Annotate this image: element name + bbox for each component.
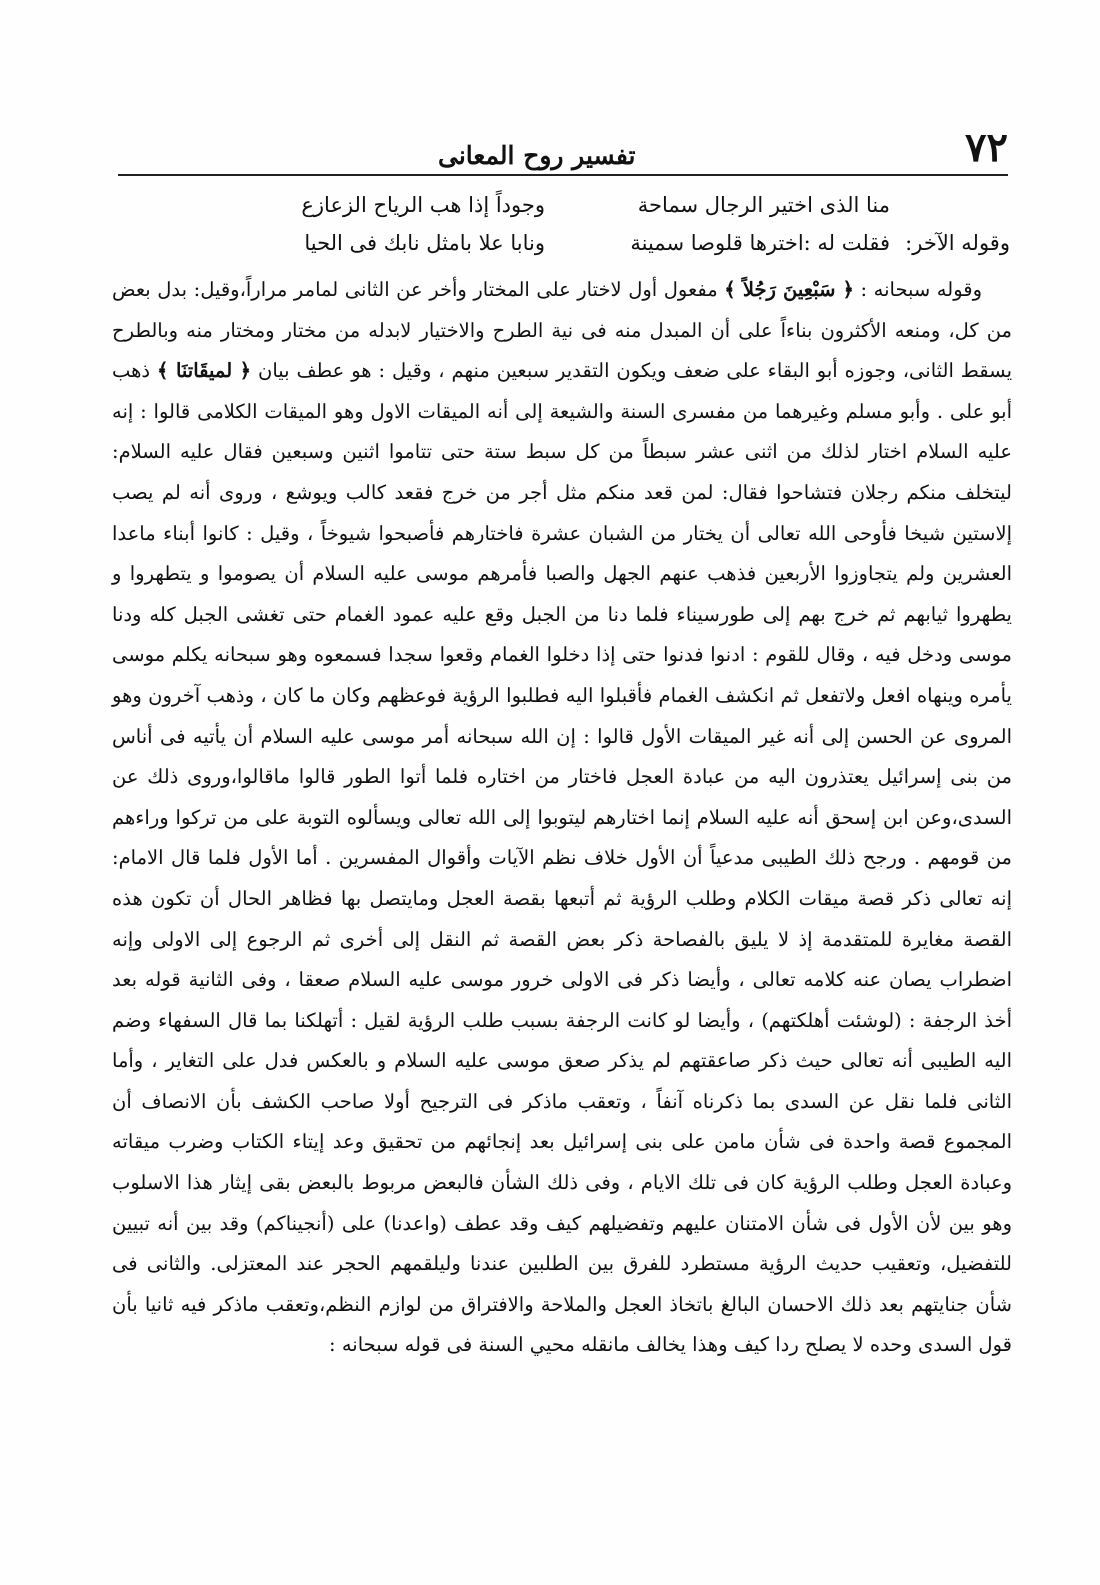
page-number: ٧٢ [965,124,1008,171]
commentary-paragraph [112,270,1012,1366]
header-rule [118,174,1008,176]
verse-line [190,224,1010,262]
running-title: تفسير روح المعانى [438,141,636,170]
verse-intro: وقوله الآخر: [905,231,1010,255]
paragraph-intro: وقوله سبحانه : [860,278,983,301]
verse-line [190,186,1010,224]
verse-first-hemistich: منا الذى اختير الرجال سماحة [637,193,890,217]
quran-quote: ﴿ سَبْعِينَ رَجُلاً ﴾ [724,278,854,301]
commentary-text-part: ذهب أبو على . وأبو مسلم وغيرهما من مفسرى السنة والشيعة إلى أنه الميقات الاول وهو الميقات الكلامى قالوا : إنه عليه السلام اختار لذلك من اثنى عشر سبطاً من كل سبط ستة حتى تتاموا اثنين وسبعين فقال عليه السلام: ليتخلف منكم رجلان فتشاحوا فقال: لمن قعد منكم مثل أجر من خرج فقعد كالب ويوشع ، وروى أنه لم يصب إلاستين شيخا فأوحى الله تعالى أن يختار من الشبان عشرة فاختارهم فأصبحوا شيوخاً ، وقيل : كانوا أبناء ماعدا العشرين ولم يتجاوزوا الأربعين فذهب عنهم الجهل والصبا فأمرهم موسى عليه السلام أن يصوموا و يتطهروا و يطهروا ثيابهم ثم خرج بهم إلى طورسيناء فلما دنا من الجبل وقع عليه عمود الغمام حتى تغشى الجبل كله ودنا موسى ودخل فيه ، وقال للقوم : ادنوا فدنوا حتى إذا دخلوا الغمام وقعوا سجدا فسمعوه وهو سبحانه يكلم موسى يأمره وينهاه افعل ولاتفعل ثم انكشف الغمام فأقبلوا اليه فطلبوا الرؤية فوعظهم وكان ما كان ، وذهب آخرون وهو المروى عن الحسن إلى أنه غير الميقات الأول قالوا : إن الله سبحانه أمر موسى عليه السلام أن يأتيه فى أناس من بنى إسرائيل يعتذرون اليه من عبادة العجل فاختار من اختاره فلما أتوا الطور قالوا ماقالوا،وروى ذلك عن السدى،وعن ابن إسحق أنه عليه السلام إنما اختارهم ليتوبوا إلى الله تعالى ويسألوه التوبة على من تركوا وراءهم من قومهم . ورجح ذلك الطيبى مدعياً أن الأول خلاف نظم الآيات وأقوال المفسرين . أما الأول فلما قال الامام: إنه تعالى ذكر قصة ميقات الكلام وطلب الرؤية ثم أتبعها بقصة العجل ومايتصل بها فظاهر الحال أن تكون هذه القصة مغايرة للمتقدمة إذ لا يليق بالفصاحة ذكر بعض القصة ثم النقل إلى أخرى ثم الرجوع إلى الاولى وإنه اضطراب يصان عنه كلامه تعالى ، وأيضا ذكر فى الاولى خرور موسى عليه السلام صعقا ، وفى الثانية قوله بعد أخذ الرجفة : (لوشئت أهلكتهم) ، وأيضا لو كانت الرجفة بسبب طلب الرؤية لقيل : أتهلكنا بما قال السفهاء وضم اليه الطيبى أنه تعالى حيث ذكر صاعقتهم لم يذكر صعق موسى عليه السلام و بالعكس فدل على التغاير ، وأما الثانى فلما نقل عن السدى بما ذكرناه آنفاً ، وتعقب ماذكر فى الترجيح أولا صاحب الكشف بأن الانصاف أن المجموع قصة واحدة فى شأن مامن على بنى إسرائيل بعد إنجائهم من تحقيق وعد إيتاء الكتاب وضرب ميقاته وعبادة العجل وطلب الرؤية كان فى تلك الايام ، وفى ذلك الشأن فالبعض مربوط بالبعض بقى إيثار هذا الاسلوب وهو بين لأن الأول فى شأن الامتنان عليهم وتفضيلهم كيف وقد عطف (واعدنا) على (أنجيناكم) وقد بين أنه تبيين للتفضيل، وتعقيب حديث الرؤية مستطرد للفرق بين الطلبين عندنا وليلقمهم الحجر عند المعتزلى. والثانى فى شأن جنايتهم بعد ذلك الاحسان البالغ باتخاذ العجل والملاحة والافتراق من لوازم النظم،وتعقب ماذكر فيه ثانيا بأن قول السدى وحده لا يصلح ردا كيف وهذا يخالف مانقله محيي السنة فى قوله سبحانه : [112,359,1012,1357]
poetry-block [190,186,1010,262]
verse-second-hemistich: وجوداً إذا هب الرياح الزعازع [301,193,545,217]
verse-first-hemistich: فقلت له :اخترها قلوصا سمينة [630,231,890,255]
commentary-text-part: مفعول أول لاختار على المختار وأخر عن الثانى لمامر مراراً،وقيل: بدل بعض من كل، ومنعه الأكثرون بناءاً على أن المبدل منه فى نية الطرح والاختيار لابدله من مختار ومختار منه وبالطرح يسقط الثانى، وجوزه أبو البقاء على ضعف ويكون التقدير سبعين منهم ، وقيل : هو عطف بيان [112,278,1012,383]
page-header [118,112,1008,171]
commentary-text [112,270,1012,1366]
quran-quote: ﴿ لميقَاتنَا ﴾ [157,359,252,383]
verse-second-hemistich: ونابا علا بامثل نابك فى الحيا [304,231,545,255]
